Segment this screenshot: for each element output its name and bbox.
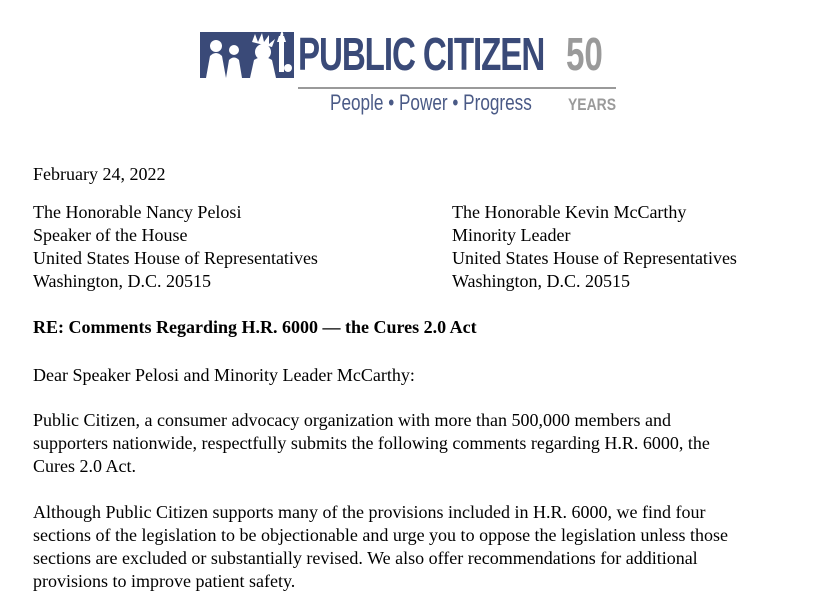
address-line: Washington, D.C. 20515	[33, 271, 212, 291]
paragraph-line: Public Citizen, a consumer advocacy organization with more than 500,000 members and	[33, 410, 671, 430]
address-line: Washington, D.C. 20515	[452, 271, 631, 291]
logo-anniversary-number: 50	[566, 28, 603, 80]
address-line: Minority Leader	[452, 225, 571, 245]
body-paragraph	[33, 409, 710, 478]
salutation: Dear Speaker Pelosi and Minority Leader McCarthy:	[33, 365, 415, 385]
recipient-address-left	[33, 201, 318, 293]
address-line: United States House of Representatives	[33, 248, 318, 268]
logo-wordmark: PUBLIC CITIZEN	[298, 28, 545, 80]
paragraph-line: provisions to improve patient safety.	[33, 571, 296, 591]
paragraph-line: sections are excluded or substantially revised. We also offer recommendations for additional	[33, 548, 698, 568]
recipient-address-right	[452, 201, 737, 293]
statue-of-liberty-logo-icon	[200, 32, 294, 78]
paragraph-line: sections of the legislation to be objectionable and urge you to oppose the legislation unless those	[33, 525, 729, 545]
body-paragraph	[33, 501, 728, 593]
subject-line: RE: Comments Regarding H.R. 6000 — the Cures 2.0 Act	[33, 317, 477, 337]
address-line: The Honorable Kevin McCarthy	[452, 202, 687, 222]
paragraph-line: supporters nationwide, respectfully submits the following comments regarding H.R. 6000, the	[33, 433, 710, 453]
logo-anniversary-word: YEARS	[568, 95, 617, 114]
letterhead	[200, 28, 620, 120]
address-line: The Honorable Nancy Pelosi	[33, 202, 242, 222]
paragraph-line: Although Public Citizen supports many of the provisions included in H.R. 6000, we find four	[33, 502, 706, 522]
letter-date: February 24, 2022	[33, 164, 166, 184]
address-line: Speaker of the House	[33, 225, 188, 245]
paragraph-line: Cures 2.0 Act.	[33, 456, 136, 476]
address-line: United States House of Representatives	[452, 248, 737, 268]
logo-tagline: People • Power • Progress	[330, 90, 532, 115]
